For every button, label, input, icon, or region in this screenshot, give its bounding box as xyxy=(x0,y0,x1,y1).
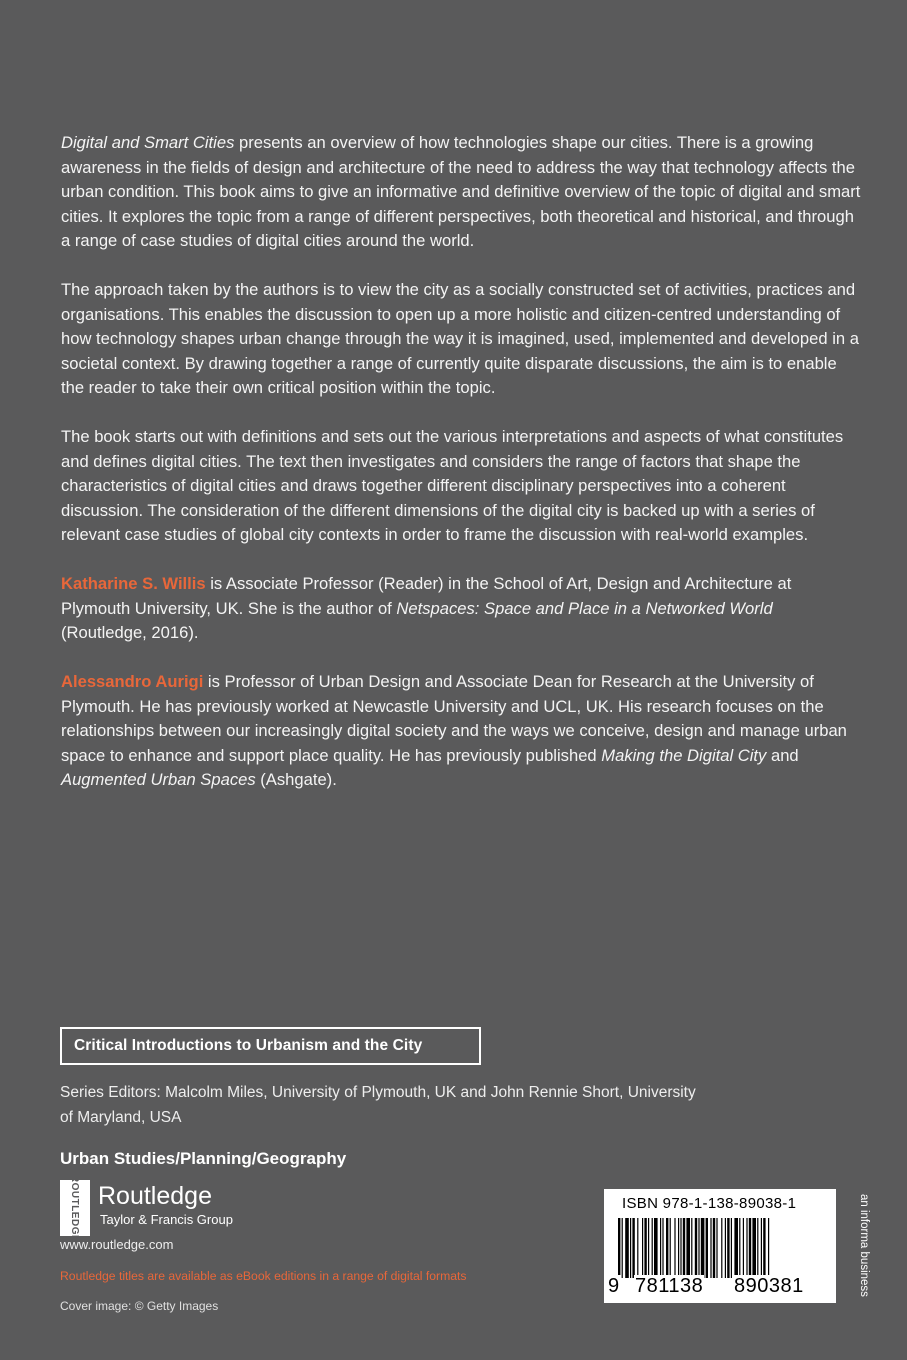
barcode-bar xyxy=(630,1218,631,1278)
logo-mark-text: ROUTLEDGE xyxy=(69,1174,81,1242)
author-book-title: Making the Digital City xyxy=(601,745,767,765)
informa-business-label: an informa business xyxy=(858,1194,870,1297)
barcode-digits-right: 890381 xyxy=(734,1275,804,1297)
barcode-bar xyxy=(706,1218,708,1278)
cover-image-credit: Cover image: © Getty Images xyxy=(60,1299,219,1313)
barcode-bar xyxy=(654,1218,658,1278)
barcode-bars xyxy=(618,1218,823,1278)
author-name: Katharine S. Willis xyxy=(61,574,206,593)
blurb-paragraph-1-text: presents an overview of how technologies shape our cities. There is a growing awareness in the fields of design and architecture of the need to address the way that technology affects the urban condition. This book aims to give an informative and definitive overview of the topic of digital and smart cities. It explores the topic from a range of different perspectives, both theoretical and historical, and through a range of case studies of digital cities around the world. xyxy=(61,133,861,250)
publisher-name: Routledge xyxy=(98,1182,212,1210)
author-bio-text: is Associate Professor (Reader) in the School of Art, Design and Architecture at Plymouth University, UK. She is the author of xyxy=(61,574,792,618)
author-bio-text: (Ashgate). xyxy=(255,770,337,789)
barcode-bar xyxy=(642,1218,643,1278)
author-name: Alessandro Aurigi xyxy=(61,672,204,691)
barcode-bar xyxy=(713,1218,715,1278)
barcode-bar xyxy=(680,1218,681,1278)
barcode-bar xyxy=(674,1218,675,1278)
barcode-bar xyxy=(666,1218,668,1278)
series-editors: Series Editors: Malcolm Miles, University of Plymouth, UK and John Rennie Short, University of Maryland, USA xyxy=(60,1084,696,1126)
barcode-bar xyxy=(761,1218,762,1278)
barcode-bar xyxy=(727,1218,729,1278)
series-title-box: Critical Introductions to Urbanism and the City xyxy=(60,1027,481,1065)
author-bio-willis xyxy=(61,572,861,646)
book-title-italic: Digital and Smart Cities xyxy=(61,133,235,152)
barcode-bar xyxy=(757,1218,758,1278)
barcode-bar xyxy=(660,1218,661,1278)
author-bio-text: is Professor of Urban Design and Associate Dean for Research at the University of Plymouth. He has previously worked at Newcastle University and UCL, UK. His research focuses on the relationships between our increasingly digital society and the ways we conceive, design and manage urban space to enhance and support place quality. He has previously published xyxy=(61,672,847,765)
isbn-label: ISBN 978-1-138-89038-1 xyxy=(622,1195,797,1212)
author-bio-text: and xyxy=(766,745,799,765)
barcode-digits-left: 781138 xyxy=(635,1275,704,1297)
publisher-group: Taylor & Francis Group xyxy=(100,1212,233,1227)
barcode-bar xyxy=(698,1218,699,1278)
barcode-bar xyxy=(721,1218,722,1278)
barcode-bar xyxy=(731,1218,732,1278)
ebook-note: Routledge titles are available as eBook editions in a range of digital formats xyxy=(60,1269,467,1283)
barcode-digit-prefix: 9 xyxy=(608,1275,620,1297)
barcode-bar xyxy=(768,1218,769,1278)
barcode-bar xyxy=(652,1218,653,1278)
publisher-website: www.routledge.com xyxy=(60,1237,174,1252)
barcode-bar xyxy=(749,1218,751,1278)
barcode-bar xyxy=(632,1218,634,1278)
barcode-bar xyxy=(763,1218,765,1278)
isbn-barcode xyxy=(604,1189,836,1303)
barcode-bar xyxy=(710,1218,711,1278)
subject-category: Urban Studies/Planning/Geography xyxy=(60,1149,347,1168)
author-book-title: Augmented Urban Spaces xyxy=(61,770,256,789)
barcode-bar xyxy=(678,1218,679,1278)
barcode-bar xyxy=(743,1218,744,1278)
barcode-bar xyxy=(716,1218,717,1278)
blurb-paragraph-1 xyxy=(61,131,861,254)
author-bio-text: (Routledge, 2016). xyxy=(61,623,199,642)
author-bio-aurigi xyxy=(61,670,861,793)
barcode-bar xyxy=(701,1218,705,1278)
barcode-bar xyxy=(662,1218,663,1278)
barcode-bar xyxy=(670,1218,671,1278)
back-cover-blurb xyxy=(61,131,861,817)
routledge-logo xyxy=(60,1174,250,1242)
barcode-bar xyxy=(622,1218,623,1278)
barcode-bar xyxy=(618,1218,620,1278)
barcode-bar xyxy=(683,1218,685,1278)
barcode-bar xyxy=(746,1218,747,1278)
barcode-bar xyxy=(734,1218,738,1278)
barcode-bar xyxy=(625,1218,629,1278)
barcode-bar xyxy=(637,1218,638,1278)
routledge-logo-mark xyxy=(60,1174,90,1242)
blurb-paragraph-2: The approach taken by the authors is to view the city as a socially constructed set of activities, practices and organisations. This enables the discussion to open up a more holistic and citizen-centred understanding of how technology shapes urban change through the way it is imagined, used, implemented and developed in a societal context. By drawing together a range of currently quite disparate discussions, the aim is to enable the reader to take their own critical position within the topic. xyxy=(61,280,859,397)
author-book-title: Netspaces: Space and Place in a Networked World xyxy=(396,598,773,618)
barcode-bar xyxy=(686,1218,690,1278)
barcode-bar xyxy=(644,1218,646,1278)
blurb-paragraph-3: The book starts out with definitions and sets out the various interpretations and aspects of what constitutes and defines digital cities. The text then investigates and considers the range of factors that shape the characteristics of digital cities and draws together different disciplinary perspectives into a coherent discussion. The consideration of the different dimensions of the digital city is backed up with a series of relevant case studies of global city contexts in order to frame the discussion with real-world examples. xyxy=(61,427,844,544)
barcode-bar xyxy=(752,1218,756,1278)
barcode-bar xyxy=(725,1218,726,1278)
barcode-bar xyxy=(648,1218,649,1278)
barcode-bar xyxy=(739,1218,740,1278)
barcode-bar xyxy=(691,1218,692,1278)
barcode-bar xyxy=(695,1218,697,1278)
